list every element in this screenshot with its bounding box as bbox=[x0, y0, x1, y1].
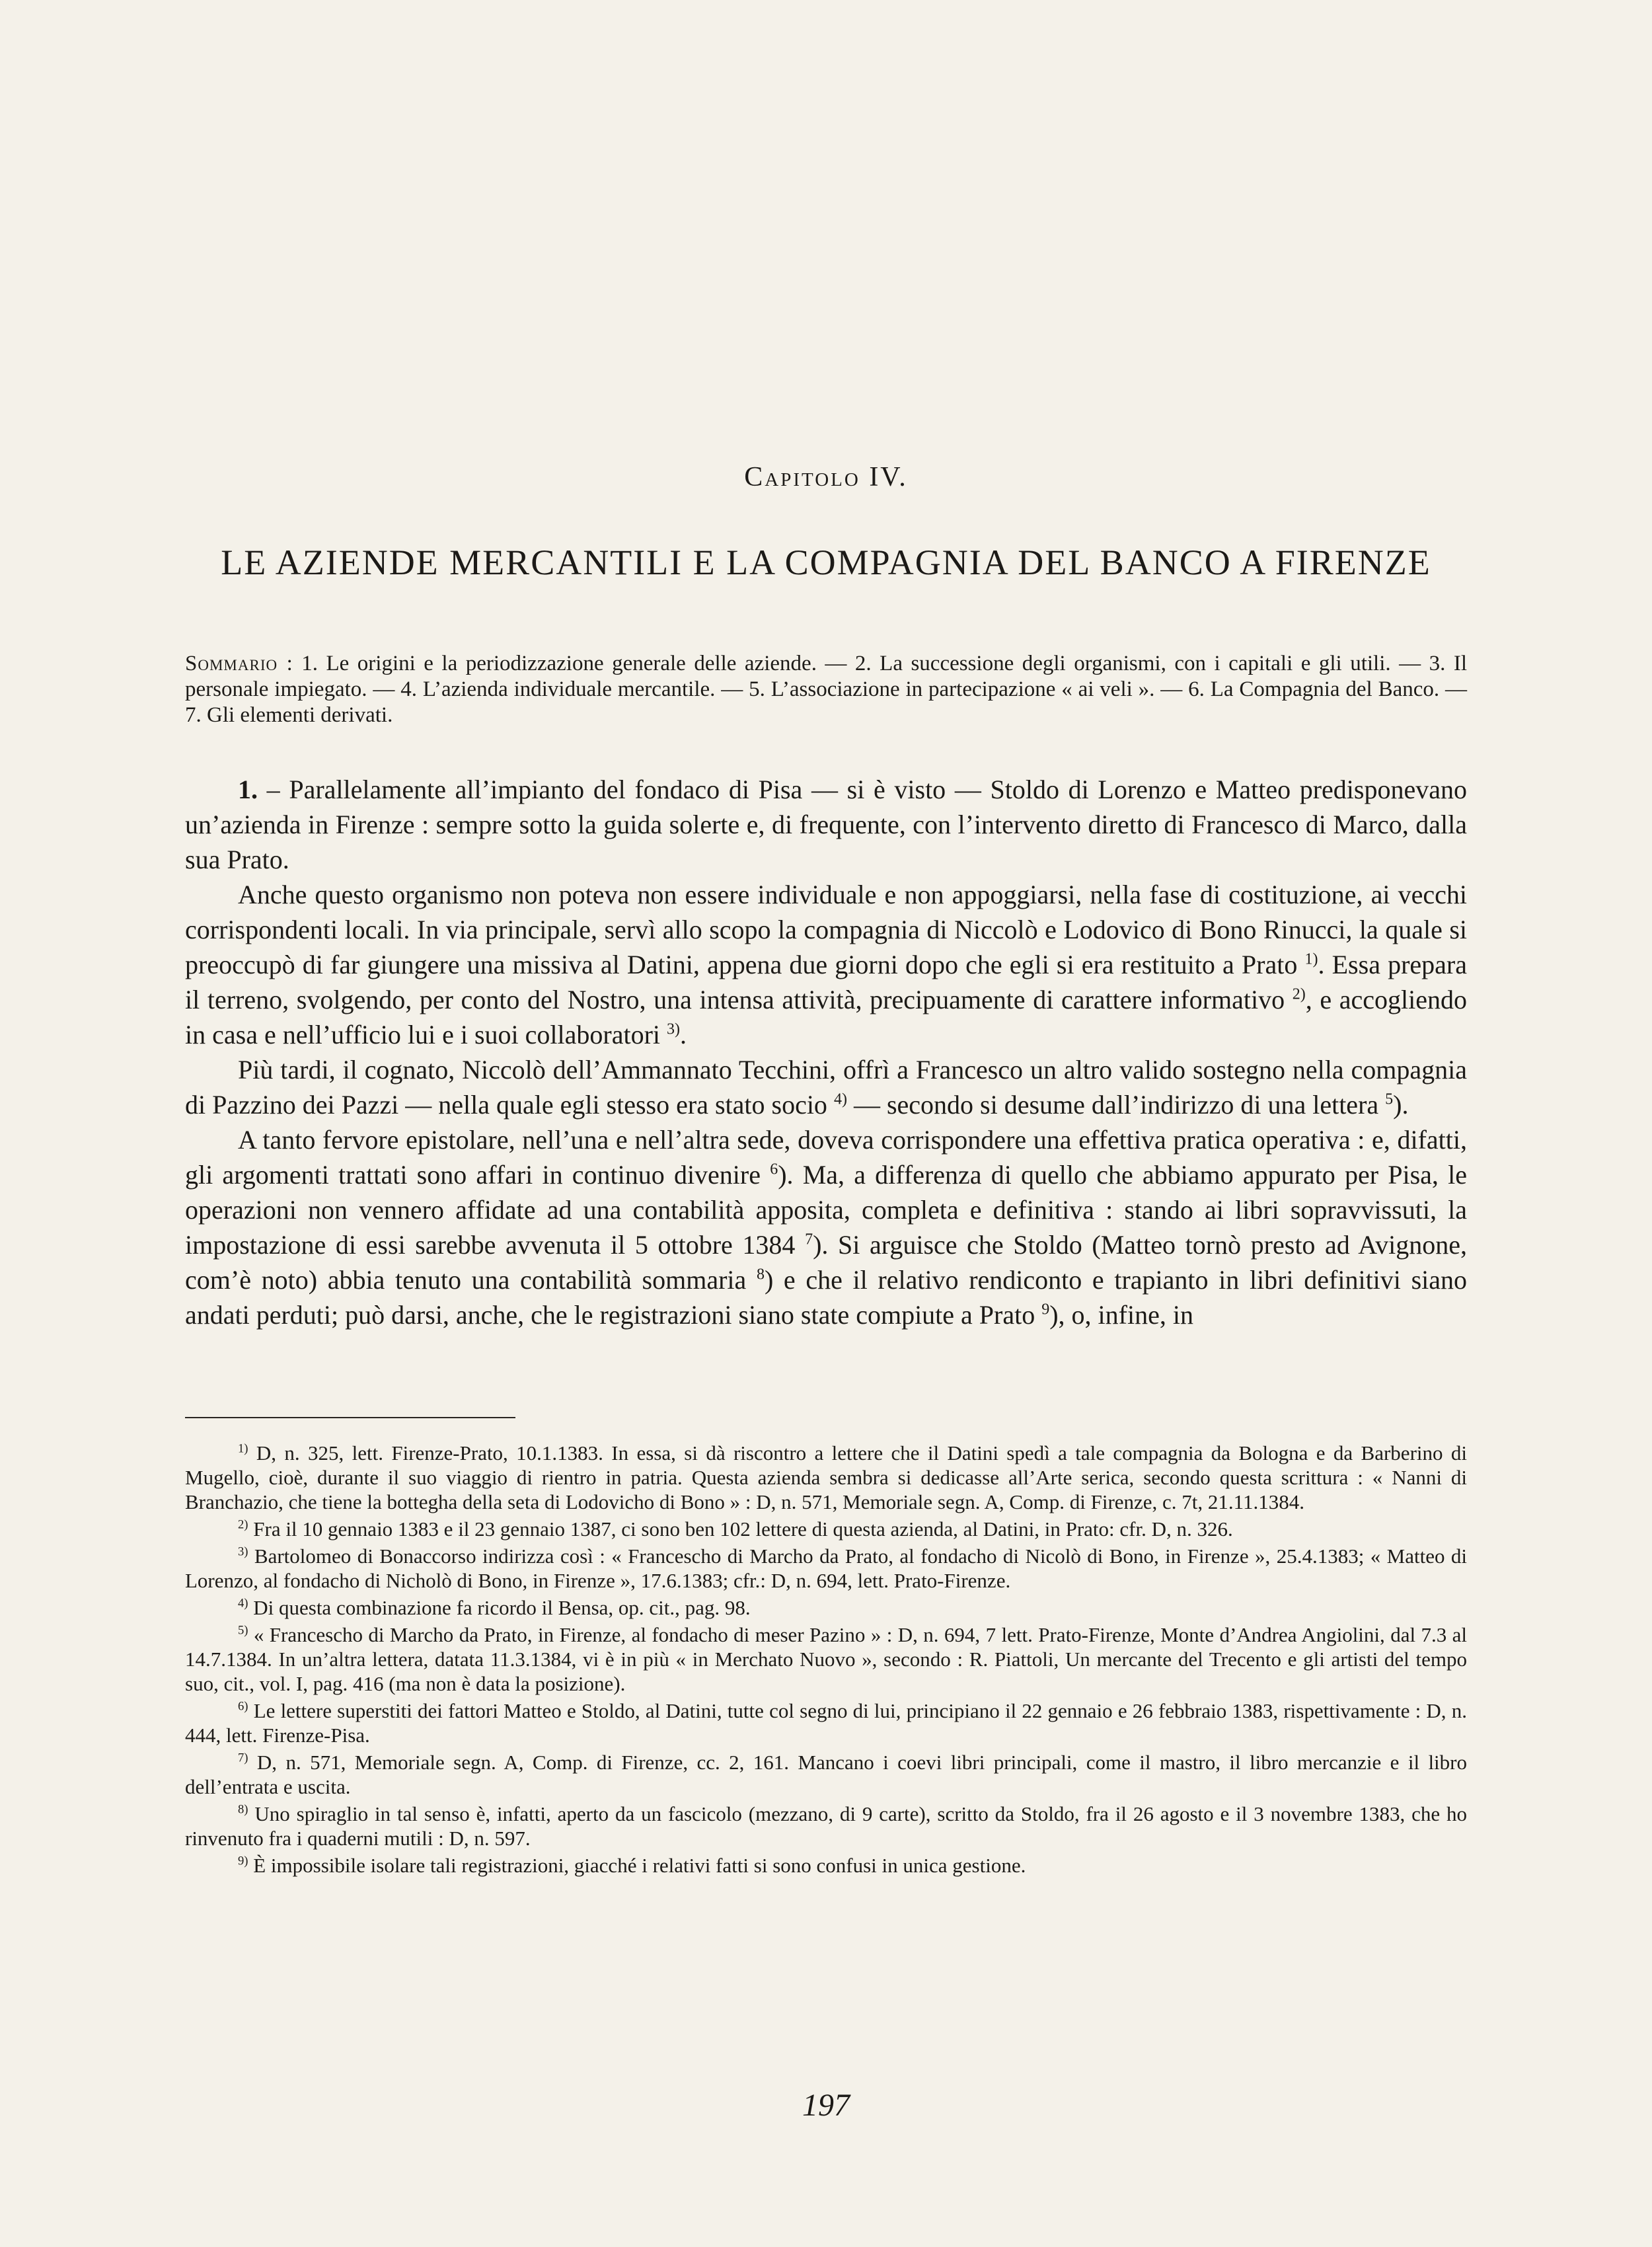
footnote-ref[interactable]: 6 bbox=[770, 1161, 778, 1178]
footnote: $^{1)}$ D, n. 325, lett. Firenze-Prato, 10.1.1383. In essa, si dà riscontro a lettere che il Datini spedì a tale compagnia da Bologna e da Barberino di Mugello, cioè, durante il suo viaggio di rientro in patria. Questa azienda sembra si dedicasse all’Arte serica, secondo questa scrittura : « Nanni di Branchazio, che tiene la bottegha della seta di Lodovicho di Bono » : D, n. 571, Memoriale segn. A, Comp. di Firenze, c. 7t, 21.11.1384. bbox=[185, 1441, 1467, 1513]
summary-text: 1. Le origini e la periodizzazione generale delle aziende. — 2. La successione degli organismi, con i capitali e gli utili. — 3. Il personale impiegato. — 4. L’azienda individuale mercantile. — 5. L’associazione in partecipazione « ai veli ». — 6. La Compagnia del Banco. — 7. Gli elementi derivati. bbox=[185, 652, 1467, 727]
footnote-ref[interactable]: 5 bbox=[1385, 1090, 1394, 1108]
chapter-label: Capitolo IV. bbox=[744, 462, 908, 492]
paragraph-4: A tanto fervore epistolare, nell’una e nell’altra sede, doveva corrispondere una effettiva pratica operativa : e, difatti, gli argomenti trattati sono affari in continuo divenire $^6$). Ma, a differenza di quello che abbiamo appurato per Pisa, le operazioni non vennero affidate ad una contabilità apposita, completa e definitiva : stando ai libri sopravvissuti, la impostazione di essi sarebbe avvenuta il 5 ottobre 1384 $^7$). Si arguisce che Stoldo (Matteo tornò presto ad Avignone, com’è noto) abbia tenuto una contabilità sommaria $^8$) e che il relativo rendiconto e trapianto in libri definitivi siano andati perduti; può darsi, anche, che le registrazioni siano state compiute a Prato $^9$), o, infine, in bbox=[185, 1125, 1468, 1330]
paragraph-1: 1. – Parallelamente all’impianto del fondaco di Pisa — si è visto — Stoldo di Lorenzo e Matteo predisponevano un’azienda in Firenze : sempre sotto la guida solerte e, di frequente, con l’intervento diretto di Francesco di Marco, dalla sua Prato. bbox=[185, 775, 1467, 874]
footnote-ref[interactable]: 9 bbox=[1041, 1301, 1050, 1318]
footnote: $^{3)}$ Bartolomeo di Bonaccorso indirizza così : « Francescho di Marcho da Prato, al fondacho di Nicolò di Bono, in Firenze », 25.4.1383; « Matteo di Lorenzo, al fondacho di Nicholò di Bono, in Firenze », 17.6.1383; cfr.: D, n. 694, lett. Prato-Firenze. bbox=[185, 1544, 1467, 1592]
footnote: $^{5)}$ « Francescho di Marcho da Prato, in Firenze, al fondacho di meser Pazino » : D, n. 694, 7 lett. Prato-Firenze, Monte d’Andrea Angiolini, dal 7.3 al 14.7.1384. In un’altra lettera, datata 11.3.1384, vi è in più « in Merchato Nuovo », secondo : R. Piattoli, Un mercante del Trecento e gli artisti del tempo suo, cit., vol. I, pag. 416 (ma non è data la posizione). bbox=[185, 1623, 1467, 1695]
paragraph-2: Anche questo organismo non poteva non essere individuale e non appoggiarsi, nella fase di costituzione, ai vecchi corrispondenti locali. In via principale, servì allo scopo la compagnia di Niccolò e Lodovico di Bono Rinucci, la quale si preoccupò di far giungere una missiva al Datini, appena due giorni dopo che egli si era restituito a Prato $^{1)}$. Essa prepara il terreno, svolgendo, per conto del Nostro, una intensa attività, precipuamente di carattere informativo $^{2)}$, e accogliendo in casa e nell’ufficio lui e i suoi collaboratori $^{3)}$. bbox=[185, 880, 1467, 1049]
footnote-ref[interactable]: 3) bbox=[667, 1020, 681, 1038]
summary-label: Sommario : bbox=[185, 652, 293, 675]
footnote: $^{6)}$ Le lettere superstiti dei fattori Matteo e Stoldo, al Datini, tutte col segno di lui, principiano il 22 gennaio e 26 febbraio 1383, rispettivamente : D, n. 444, lett. Firenze-Pisa. bbox=[185, 1699, 1467, 1747]
footnote-divider bbox=[185, 1417, 515, 1418]
footnote: $^{4)}$ Di questa combinazione fa ricordo il Bensa, op. cit., pag. 98. bbox=[238, 1596, 751, 1619]
section-number: 1. bbox=[238, 775, 258, 804]
page-number: 197 bbox=[802, 2088, 850, 2123]
footnote-ref[interactable]: 8 bbox=[756, 1266, 765, 1283]
main-text bbox=[185, 772, 1467, 1332]
footnote-ref[interactable]: 1) bbox=[1304, 950, 1318, 968]
footnote-ref[interactable]: 2) bbox=[1292, 985, 1306, 1003]
summary-block bbox=[185, 651, 1467, 728]
footnote: $^{2)}$ Fra il 10 gennaio 1383 e il 23 gennaio 1387, ci sono ben 102 lettere di questa azienda, al Datini, in Prato: cfr. D, n. 326. bbox=[238, 1517, 1233, 1541]
paragraph-3: Più tardi, il cognato, Niccolò dell’Ammannato Tecchini, offrì a Francesco un altro valido sostegno nella compagnia di Pazzino dei Pazzi — nella quale egli stesso era stato socio $^{4)}$ — secondo si desume dall’indirizzo di una lettera $^5$). bbox=[185, 1055, 1467, 1120]
chapter-title: LE AZIENDE MERCANTILI E LA COMPAGNIA DEL BANCO A FIRENZE bbox=[221, 543, 1431, 582]
footnote: $^{9)}$ È impossibile isolare tali registrazioni, giacché i relativi fatti si sono confusi in unica gestione. bbox=[238, 1854, 1026, 1877]
footnote-ref[interactable]: 7 bbox=[805, 1231, 813, 1248]
footnote: $^{7)}$ D, n. 571, Memoriale segn. A, Comp. di Firenze, cc. 2, 161. Mancano i coevi libri principali, come il mastro, il libro mercanzie e il libro dell’entrata e uscita. bbox=[185, 1751, 1467, 1798]
footnotes bbox=[185, 1441, 1467, 1880]
footnote: $^{8)}$ Uno spiraglio in tal senso è, infatti, aperto da un fascicolo (mezzano, di 9 carte), scritto da Stoldo, fra il 26 agosto e il 3 novembre 1383, che ho rinvenuto fra i quaderni mutili : D, n. 597. bbox=[185, 1802, 1467, 1850]
footnote-ref[interactable]: 4) bbox=[833, 1090, 847, 1108]
